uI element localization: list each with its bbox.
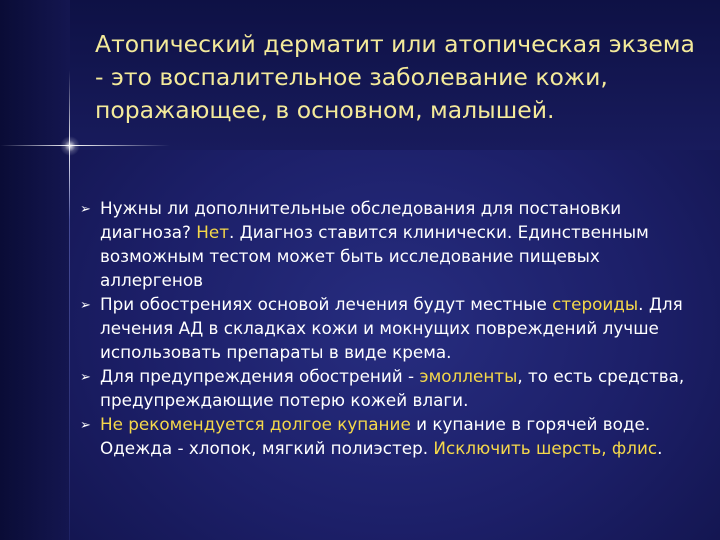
horizontal-flare-line: [0, 145, 170, 146]
text-segment: и купание в горячей воде. Одежда - хлопок, мягкий полиэстер.: [100, 414, 651, 458]
arrow-bullet-icon: ➢: [80, 298, 91, 313]
highlighted-text: Исключить шерсть, флис: [433, 438, 658, 458]
arrow-bullet-icon: ➢: [80, 370, 91, 385]
bullet-text: [100, 412, 705, 460]
bullet-text: [100, 292, 705, 364]
slide-title: Атопический дерматит или атопическая экзема - это воспалительное заболевание кожи, поражающее, в основном, малышей.: [95, 30, 695, 124]
bullet-text: [100, 196, 705, 292]
left-decorative-strip: [0, 0, 70, 540]
highlighted-text: Не рекомендуется долгое купание: [100, 414, 411, 434]
text-segment: Для предупреждения обострений -: [100, 366, 420, 386]
text-segment: .: [657, 438, 663, 458]
arrow-bullet-icon: ➢: [80, 202, 91, 217]
text-segment: Нужны ли дополнительные обследования для постановки диагноза?: [100, 198, 622, 242]
bullet-item: [80, 412, 705, 460]
text-segment: При обострениях основой лечения будут местные: [100, 294, 553, 314]
highlighted-text: эмолленты: [419, 366, 518, 386]
bullet-item: [80, 364, 705, 412]
highlighted-text: стероиды: [552, 294, 639, 314]
bullet-list: [80, 196, 705, 460]
text-segment: , то есть средства, предупреждающие потерю кожей влаги.: [100, 366, 685, 410]
arrow-bullet-icon: ➢: [80, 418, 91, 433]
sparkle-icon: [60, 136, 80, 156]
bullet-item: [80, 196, 705, 292]
text-segment: . Диагноз ставится клинически. Единственным возможным тестом может быть исследование пищевых аллергенов: [100, 222, 649, 290]
bullet-item: [80, 292, 705, 364]
highlighted-text: Нет: [196, 222, 230, 242]
bullet-text: [100, 364, 705, 412]
text-segment: . Для лечения АД в складках кожи и мокнущих повреждений лучше использовать препараты в виде крема.: [100, 294, 683, 362]
